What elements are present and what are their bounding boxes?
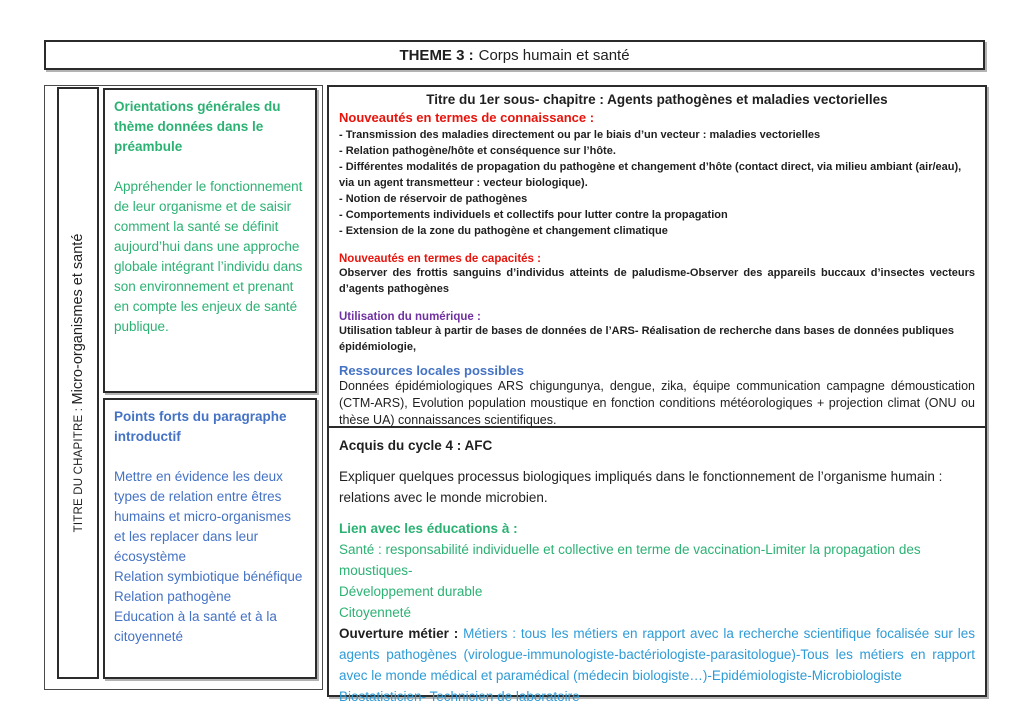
sous-chapitre-box <box>327 85 987 704</box>
chapter-title: Micro-organismes et santé <box>70 233 86 405</box>
ressources-heading: Ressources locales possibles <box>339 363 524 378</box>
numerique-heading: Utilisation du numérique : <box>339 311 481 323</box>
educations-heading: Lien avec les éducations à : <box>339 521 518 536</box>
educations-line: Citoyenneté <box>339 605 412 620</box>
connaissance-heading: Nouveautés en termes de connaissance : <box>339 110 595 125</box>
educations-line: Développement durable <box>339 584 483 599</box>
educations-line: Santé : responsabilité individuelle et collective en terme de vaccination-Limiter la propagation des <box>339 542 921 557</box>
theme-label: THEME 3 : <box>399 46 474 64</box>
ressources-body: Données épidémiologiques ARS chigungunya, dengue, zika, équipe communication campagne démoustication (CTM-ARS), Evolution population moustique en fonction conditions météorologiques + projection climat (ONU ou thèse UA) connaissances scientifiques. <box>339 379 975 427</box>
capacites-body: Observer des frottis sanguins d’individus atteints de paludisme-Observer des appareils buccaux d’insectes vecteurs d’agents pathogènes <box>339 267 975 295</box>
acquis-body: Expliquer quelques processus biologiques impliqués dans le fonctionnement de l’organisme humain : relations avec le monde microbien. <box>339 469 943 505</box>
connaissance-items <box>339 127 975 239</box>
educations-line: moustiques- <box>339 563 413 578</box>
connaissance-item: - Relation pathogène/hôte et conséquence sur l’hôte. <box>339 145 616 157</box>
orientations-box <box>103 88 317 393</box>
points-forts-line: Relation symbiotique bénéfique <box>114 569 303 584</box>
theme-header-box <box>44 40 985 70</box>
ouverture-metier-body: Métiers : tous les métiers en rapport avec la recherche scientifique focalisée sur les agents pathogènes (virologue-immunologiste-bactériologiste-parasitologue)-Tous les métiers en rapport avec le monde médical et paramédical (médecin biologiste…)-Epidémiologiste-Microbiologiste <box>339 626 975 683</box>
points-forts-line: Relation pathogène <box>114 589 232 604</box>
orientations-title: Orientations générales du thème données dans le préambule <box>114 99 281 154</box>
points-forts-line: Mettre en évidence les deux types de relation entre êtres humains et micro-organismes et les replacer dans leur écosystème <box>114 469 292 564</box>
connaissance-item: - Notion de réservoir de pathogènes <box>339 193 528 205</box>
capacites-heading: Nouveautés en termes de capacités : <box>339 253 541 265</box>
connaissance-item: - Différentes modalités de propagation du pathogène et changement d’hôte (contact direct, via milieu ambiant (air/eau), via un agent transmetteur : vecteur biologique). <box>339 161 962 189</box>
points-forts-box <box>103 398 317 679</box>
points-forts-line: Education à la santé et à la citoyenneté <box>114 609 277 644</box>
orientations-body: Appréhender le fonctionnement de leur organisme et de saisir comment la santé se définit aujourd’hui dans une approche globale intégrant l’individu dans son environnement et prenant en compte les enjeux de santé publique. <box>114 179 303 334</box>
connaissance-item: - Transmission des maladies directement ou par le biais d’un vecteur : maladies vectorielles <box>339 129 821 141</box>
chapter-title-box <box>57 87 99 679</box>
theme-title: Corps humain et santé <box>478 46 630 64</box>
acquis-heading: Acquis du cycle 4 : AFC <box>339 438 493 453</box>
acquis-section <box>329 428 985 707</box>
sous-chapitre-title: Titre du 1er sous- chapitre : Agents pathogènes et maladies vectorielles <box>426 92 888 107</box>
sous-chapitre-top-section <box>329 87 985 428</box>
connaissance-item: - Extension de la zone du pathogène et changement climatique <box>339 225 668 237</box>
ouverture-metier-body2: Biostatisticien- Technicien de laboratoire <box>339 689 580 704</box>
chapter-title-vertical <box>69 234 87 533</box>
points-forts-title: Points forts du paragraphe introductif <box>114 409 287 444</box>
chapter-label: TITRE DU CHAPITRE : <box>73 404 85 533</box>
ouverture-metier-label: Ouverture métier : <box>339 626 459 641</box>
numerique-body: Utilisation tableur à partir de bases de données de l’ARS- Réalisation de recherche dans bases de données publiques épidémiologie, <box>339 325 954 353</box>
ouverture-metier-paragraph <box>339 623 975 686</box>
connaissance-item: - Comportements individuels et collectifs pour lutter contre la propagation <box>339 209 728 221</box>
